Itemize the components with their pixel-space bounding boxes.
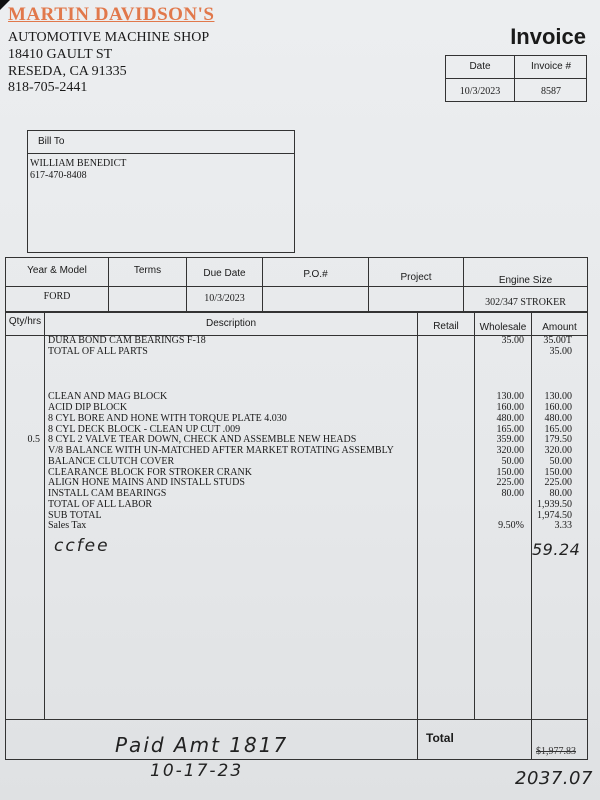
item-description: ALIGN HONE MAINS AND INSTALL STUDS: [48, 477, 245, 489]
item-amount: 480.00: [544, 412, 572, 424]
item-description: SUB TOTAL: [48, 509, 102, 521]
bill-to-name: WILLIAM BENEDICT: [30, 158, 127, 169]
item-wholesale: 320.00: [496, 445, 524, 456]
item-amount: 160.00: [544, 402, 572, 413]
item-description: BALANCE CLUTCH COVER: [48, 455, 175, 467]
item-wholesale: 50.00: [501, 455, 524, 467]
item-wholesale: 130.00: [496, 391, 524, 403]
item-description: INSTALL CAM BEARINGS: [48, 488, 167, 499]
value-year-model: FORD: [43, 291, 71, 302]
handwritten-paid-date: 10-17-23: [150, 761, 244, 781]
header-year-model: Year & Model: [27, 265, 87, 276]
handwritten-new-total: 2037.07: [515, 768, 593, 789]
item-description: V/8 BALANCE WITH UN-MATCHED AFTER MARKET ROTATING ASSEMBLY: [48, 445, 394, 456]
company-name: MARTIN DAVIDSON'S: [8, 4, 215, 25]
item-amount: 1,974.50: [537, 509, 572, 521]
item-description: TOTAL OF ALL LABOR: [48, 498, 153, 510]
header-project: Project: [400, 272, 432, 283]
company-line-1: AUTOMOTIVE MACHINE SHOP: [8, 30, 210, 45]
item-qty: 0.5: [27, 434, 40, 446]
date-label: Date: [469, 61, 491, 72]
item-description: CLEARANCE BLOCK FOR STROKER CRANK: [48, 466, 252, 478]
item-wholesale: 160.00: [496, 402, 524, 413]
handwritten-cc-fee-label: ccfee: [54, 536, 110, 556]
value-engine-size: 302/347 STROKER: [485, 297, 566, 308]
item-wholesale: 150.00: [496, 466, 524, 478]
item-description: 8 CYL DECK BLOCK - CLEAN UP CUT .009: [48, 423, 241, 435]
item-description: CLEAN AND MAG BLOCK: [48, 391, 168, 403]
company-line-3: RESEDA, CA 91335: [8, 64, 127, 79]
item-wholesale: 225.00: [496, 477, 524, 489]
item-wholesale: 80.00: [501, 488, 524, 499]
item-amount: 179.50: [544, 434, 572, 446]
header-wholesale: Wholesale: [479, 322, 527, 333]
invoice-date: 10/3/2023: [459, 86, 501, 97]
header-retail: Retail: [433, 321, 459, 332]
item-description: DURA BOND CAM BEARINGS F-18: [48, 335, 206, 346]
header-po: P.O.#: [303, 269, 328, 280]
item-description: 8 CYL 2 VALVE TEAR DOWN, CHECK AND ASSEMBLE NEW HEADS: [48, 434, 357, 446]
header-engine-size: Engine Size: [498, 275, 553, 286]
item-wholesale: 480.00: [496, 412, 524, 424]
item-description: ACID DIP BLOCK: [48, 402, 128, 413]
document-title: Invoice: [510, 24, 586, 49]
item-wholesale: 165.00: [496, 423, 524, 435]
invoice-number: 8587: [541, 86, 561, 97]
item-amount: 80.00: [549, 488, 572, 499]
header-qty: Qty/hrs: [8, 316, 42, 327]
item-amount: 225.00: [544, 477, 572, 489]
bill-to-phone: 617-470-8408: [30, 170, 87, 181]
header-amount: Amount: [542, 322, 577, 333]
item-description: Sales Tax: [48, 520, 87, 532]
item-amount: 150.00: [544, 466, 572, 478]
handwritten-cc-fee-amount: 59.24: [532, 540, 581, 559]
item-amount: 1,939.50: [537, 498, 572, 510]
total-amount: $1,977.83: [536, 746, 576, 757]
item-wholesale: 359.00: [496, 434, 524, 446]
total-label: Total: [426, 731, 454, 745]
item-amount: 165.00: [544, 423, 572, 435]
item-description: 8 CYL BORE AND HONE WITH TORQUE PLATE 4.030: [48, 412, 287, 424]
item-amount: 35.00: [549, 345, 572, 357]
item-description: TOTAL OF ALL PARTS: [48, 345, 148, 357]
item-amount: 50.00: [549, 455, 572, 467]
company-line-2: 18410 GAULT ST: [8, 47, 113, 62]
value-due-date: 10/3/2023: [204, 293, 245, 304]
invoice-meta-box: [445, 55, 587, 102]
invoice-number-label: Invoice #: [530, 61, 572, 72]
company-phone: 818-705-2441: [8, 80, 88, 95]
item-wholesale: 9.50%: [498, 520, 524, 532]
item-amount: 3.33: [554, 520, 572, 532]
item-wholesale: 35.00: [501, 335, 524, 346]
job-info-table: [5, 257, 588, 312]
header-description: Description: [205, 318, 257, 329]
header-terms: Terms: [133, 265, 162, 276]
bill-to-box: [27, 130, 295, 253]
handwritten-paid-note: Paid Amt 1817: [115, 733, 289, 757]
item-amount: 130.00: [544, 391, 572, 403]
header-due-date: Due Date: [203, 268, 246, 279]
item-amount: 35.00T: [543, 335, 572, 346]
item-amount: 320.00: [544, 445, 572, 456]
bill-to-label: Bill To: [38, 136, 65, 147]
